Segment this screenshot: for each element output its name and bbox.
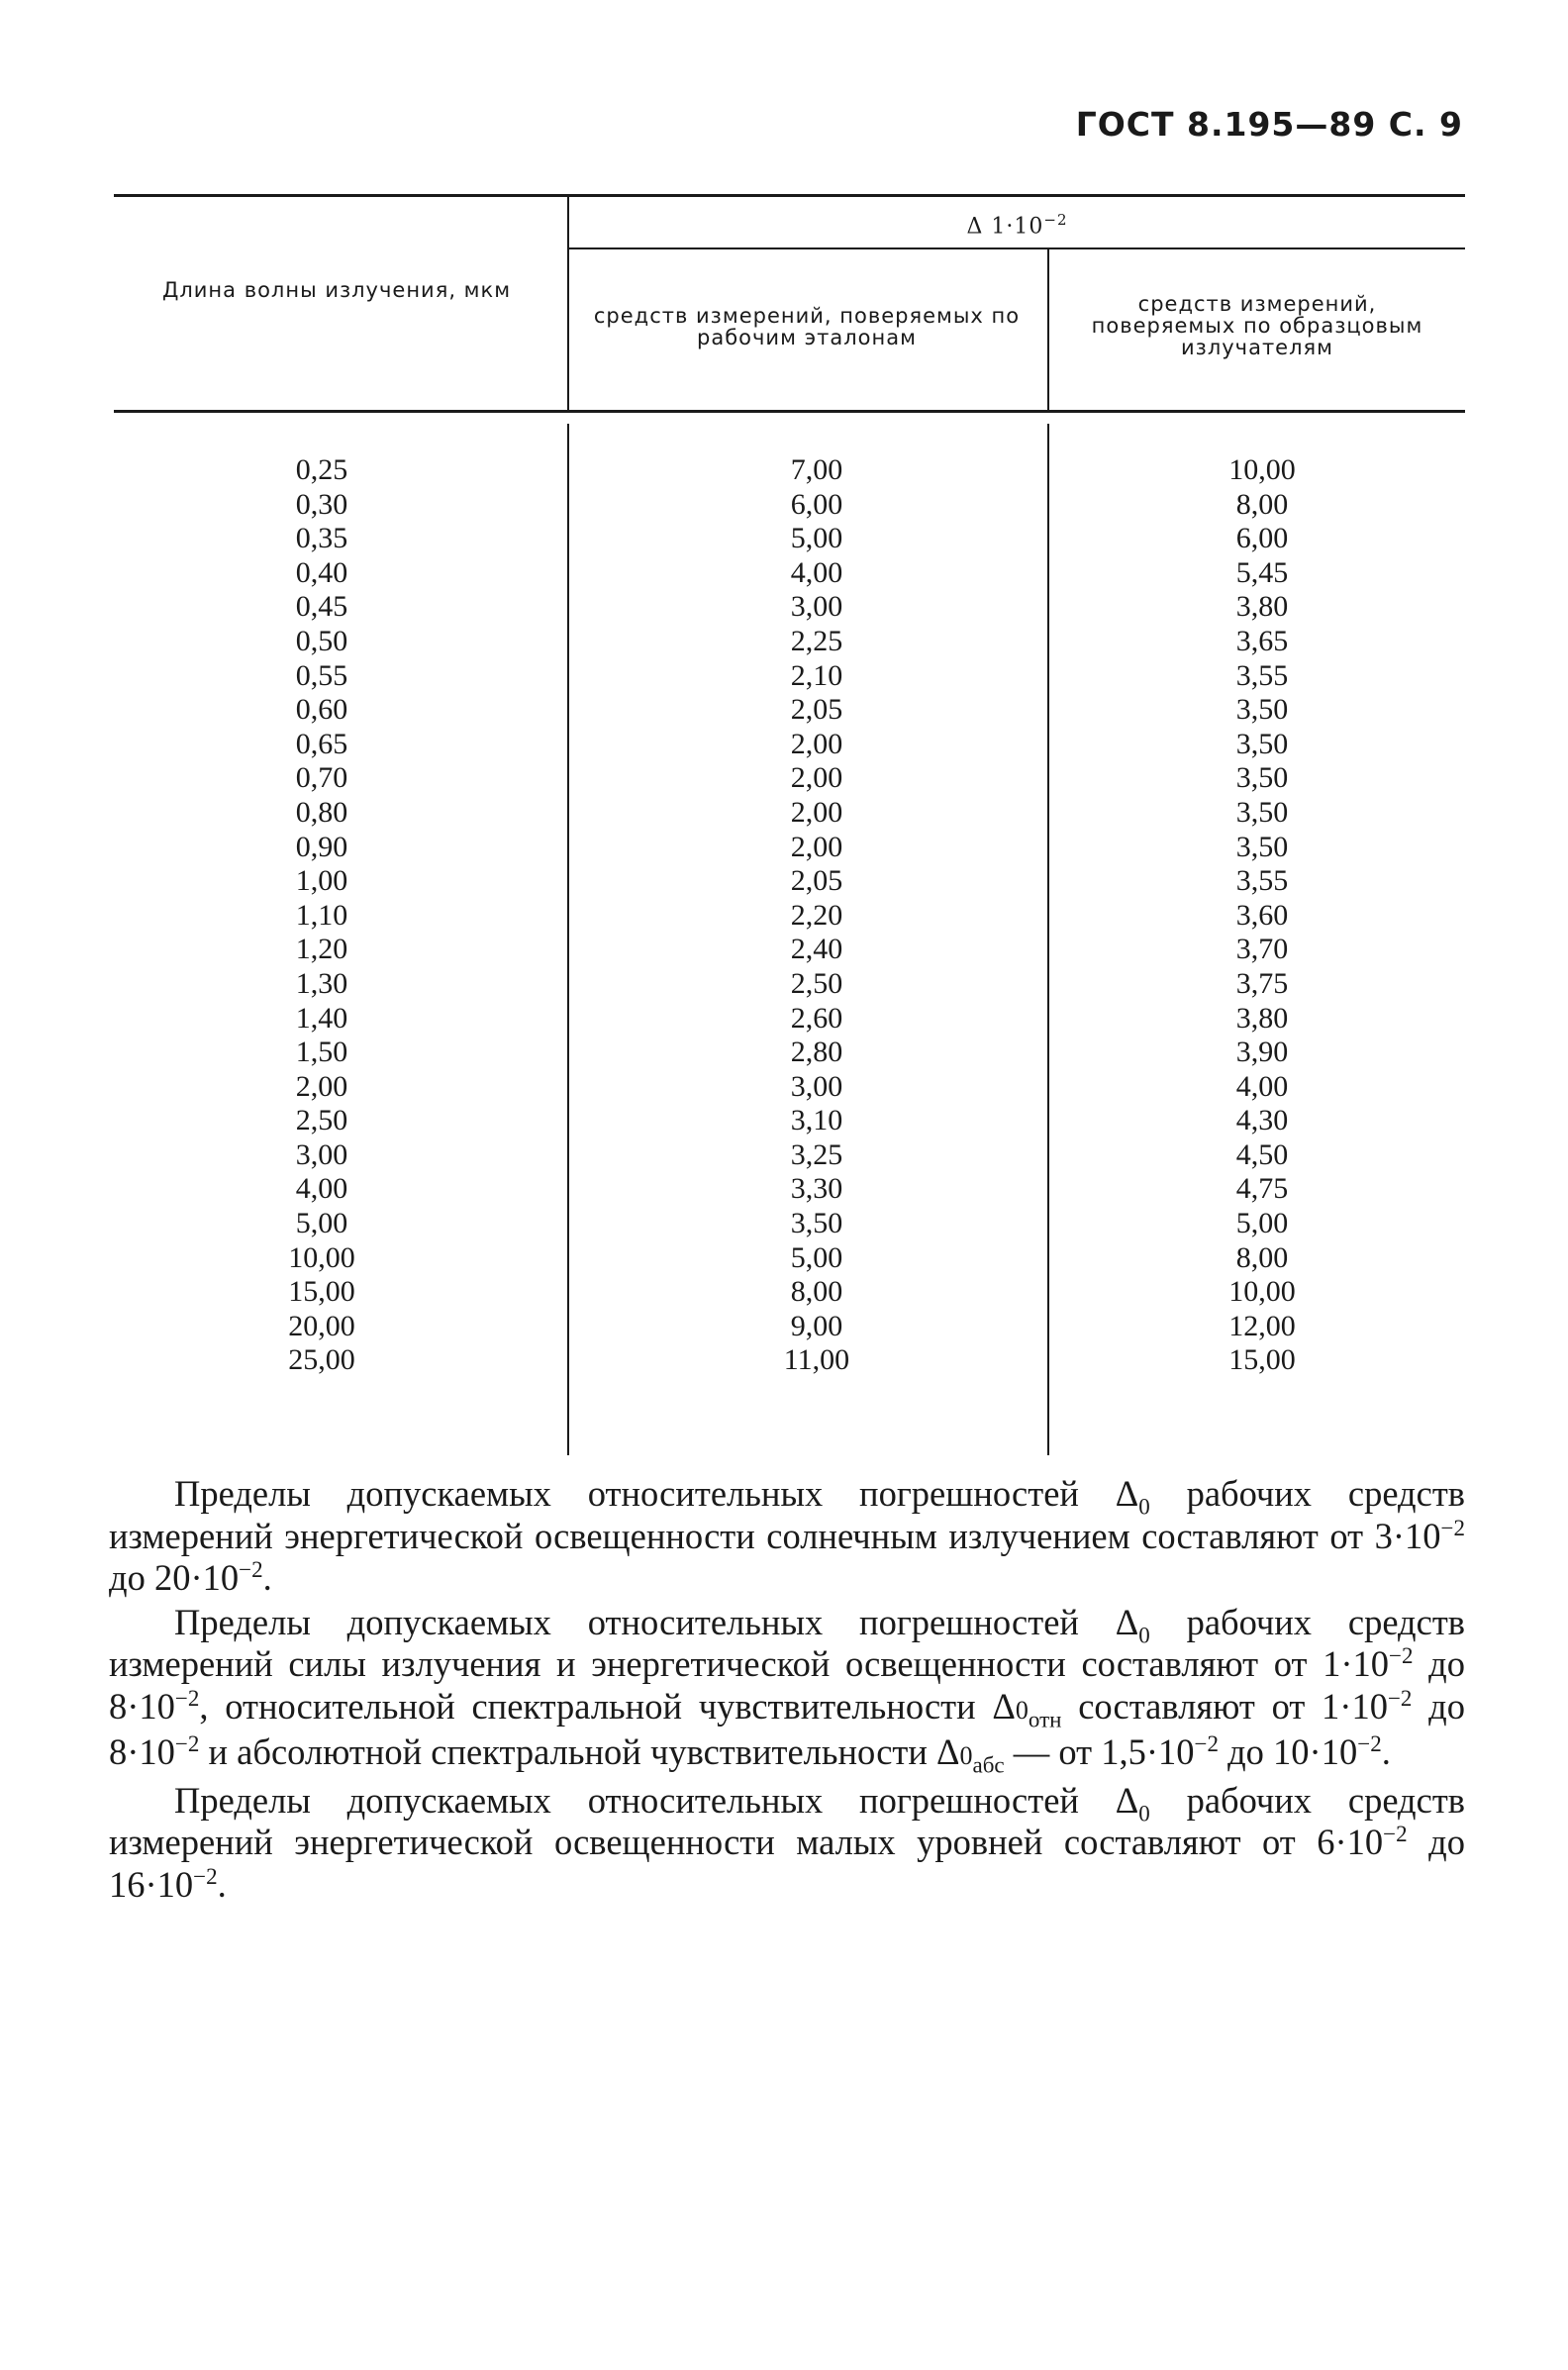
text-run: — от 1,5·10 [1004,1731,1195,1772]
reference-emitter-cell: 3,50 [1235,830,1289,863]
column-divider-2-body [1047,424,1049,1455]
wavelength-cell: 5,00 [295,1207,348,1240]
text-run: Пределы допускаемых относительных погрешностей Δ [174,1779,1139,1821]
working-standard-cell: 2,25 [790,624,843,657]
delta-exponent: −2 [1043,211,1068,229]
header-bottom-rule [114,410,1465,413]
working-standard-cell: 9,00 [790,1309,843,1342]
exponent: −2 [1357,1730,1382,1756]
working-standard-cell: 3,25 [790,1137,843,1171]
wavelength-cell: 0,55 [295,658,348,692]
reference-emitter-cell: 3,65 [1235,624,1289,657]
text-run: и абсолютной спектральной чувствительности Δ [199,1731,960,1772]
exponent: −2 [1194,1730,1219,1756]
reference-emitter-cell: 3,50 [1235,727,1289,760]
reference-emitter-cell: 3,55 [1235,658,1289,692]
reference-emitters-header: средств измерений, поверяемых по образцовым излучателям [1091,292,1423,359]
wavelength-cell: 0,50 [295,624,348,657]
text-run: рабочих средств измерений энергетической освещенности солнечным излучением составляют от 3·10 [109,1473,1466,1556]
working-standard-cell: 6,00 [790,487,843,521]
subscript: абс [972,1752,1005,1778]
working-standards-header: средств измерений, поверяемых по рабочим эталонам [593,304,1021,349]
working-standard-cell: 2,20 [790,898,843,932]
reference-emitter-cell: 15,00 [1228,1343,1296,1377]
wavelength-cell: 0,65 [295,727,348,760]
text-run: , относительной спектральной чувствительности Δ [199,1685,1016,1727]
wavelength-header: Длина волны излучения, мкм [161,278,512,302]
reference-emitter-cell: 4,50 [1235,1137,1289,1171]
reference-emitter-cell: 3,55 [1235,864,1289,898]
page-header: ГОСТ 8.195—89 С. 9 [1075,105,1463,144]
subscript: 0 [1138,1622,1150,1647]
reference-emitter-cell: 3,80 [1235,1001,1289,1035]
working-standard-cell: 2,00 [790,830,843,863]
text-run: до 10·10 [1218,1731,1358,1772]
wavelength-cell: 2,50 [295,1104,348,1137]
wavelength-cell: 0,25 [295,453,348,486]
reference-emitter-cell: 3,80 [1235,590,1289,624]
working-standard-cell: 2,00 [790,761,843,795]
working-standard-cell: 2,60 [790,1001,843,1035]
reference-emitter-cell: 4,30 [1235,1104,1289,1137]
wavelength-cell: 10,00 [288,1240,355,1274]
exponent: −2 [1383,1821,1408,1846]
working-standard-cell: 8,00 [790,1275,843,1309]
wavelength-cell: 20,00 [288,1309,355,1342]
working-standard-cell: 2,00 [790,727,843,760]
subscript: отн [1028,1706,1062,1731]
paragraph-intensity [109,1602,1465,1778]
wavelength-cell: 0,90 [295,830,348,863]
exponent: −2 [1389,1642,1414,1668]
working-standard-cell: 5,00 [790,522,843,555]
reference-emitter-cell: 8,00 [1235,487,1289,521]
wavelength-cell: 2,00 [295,1069,348,1103]
working-standard-cell: 2,05 [790,864,843,898]
wavelength-cell: 4,00 [295,1172,348,1206]
column-divider-2 [1047,249,1049,412]
wavelength-cell: 0,30 [295,487,348,521]
wavelength-cell: 1,20 [295,933,348,966]
text-run: до 8·10 [109,1685,1465,1772]
reference-emitter-cell: 3,50 [1235,761,1289,795]
wavelength-cell: 3,00 [295,1137,348,1171]
working-standard-cell: 3,00 [790,1069,843,1103]
subscript: 0 [1138,1800,1150,1826]
text-run: до 16·10 [109,1822,1465,1905]
wavelength-cell: 1,40 [295,1001,348,1035]
text-run: . [262,1557,272,1598]
wavelength-cell: 1,50 [295,1036,348,1069]
text-run: составляют от 1·10 [1061,1685,1388,1727]
reference-emitter-cell: 5,45 [1235,555,1289,589]
reference-emitter-cell: 3,60 [1235,898,1289,932]
subscript: 0 [1138,1494,1150,1520]
text-run: до 8·10 [109,1643,1466,1727]
working-standards-column [693,453,940,1378]
body-text [109,1473,1465,1908]
wavelength-cell: 0,60 [295,693,348,727]
wavelength-cell: 0,45 [295,590,348,624]
working-standard-cell: 2,80 [790,1036,843,1069]
subscript: 0 [959,1741,973,1770]
reference-emitter-cell: 10,00 [1228,453,1296,486]
column-divider-1-body [567,424,569,1455]
wavelength-column [198,453,445,1378]
wavelength-cell: 0,35 [295,522,348,555]
delta-rule [569,247,1465,249]
exponent: −2 [239,1556,263,1582]
reference-emitter-cell: 3,70 [1235,933,1289,966]
working-standard-cell: 3,30 [790,1172,843,1206]
exponent: −2 [174,1685,200,1711]
wavelength-cell: 15,00 [288,1275,355,1309]
working-standard-cell: 3,50 [790,1207,843,1240]
reference-emitter-cell: 3,50 [1235,795,1289,829]
reference-emitter-cell: 12,00 [1228,1309,1296,1342]
working-standard-cell: 2,50 [790,966,843,1000]
exponent: −2 [1440,1515,1465,1540]
reference-emitter-cell: 4,75 [1235,1172,1289,1206]
wavelength-cell: 1,30 [295,966,348,1000]
working-standard-cell: 2,00 [790,795,843,829]
text-run: Пределы допускаемых относительных погрешностей Δ [174,1473,1139,1514]
reference-emitters-column [1138,453,1386,1378]
table-top-rule [114,194,1465,197]
working-standard-cell: 4,00 [790,555,843,589]
paragraph-solar [109,1473,1465,1600]
wavelength-cell: 1,10 [295,898,348,932]
text-run: Пределы допускаемых относительных погрешностей Δ [174,1601,1139,1642]
reference-emitter-cell: 6,00 [1235,522,1289,555]
working-standard-cell: 7,00 [790,453,843,486]
wavelength-cell: 0,40 [295,555,348,589]
working-standard-cell: 2,10 [790,658,843,692]
reference-emitter-cell: 10,00 [1228,1275,1296,1309]
working-standard-cell: 5,00 [790,1240,843,1274]
working-standard-cell: 3,00 [790,590,843,624]
text-run: рабочих средств измерений энергетической освещенности малых уровней составляют от 6·10 [109,1779,1466,1862]
working-standard-cell: 3,10 [790,1104,843,1137]
working-standard-cell: 2,05 [790,693,843,727]
wavelength-cell: 1,00 [295,864,348,898]
delta-prefix: Δ 1·10 [966,214,1044,240]
reference-emitter-cell: 4,00 [1235,1069,1289,1103]
wavelength-cell: 0,80 [295,795,348,829]
delta-caption [569,208,1465,239]
working-standard-cell: 2,40 [790,933,843,966]
reference-emitter-cell: 3,50 [1235,693,1289,727]
wavelength-cell: 0,70 [295,761,348,795]
wavelength-cell: 25,00 [288,1343,355,1377]
exponent: −2 [174,1730,200,1756]
reference-emitter-cell: 8,00 [1235,1240,1289,1274]
text-run: до 20·10 [109,1557,240,1598]
subscript: 0 [1015,1695,1029,1725]
exponent: −2 [1387,1685,1413,1711]
working-standard-cell: 11,00 [783,1343,850,1377]
reference-emitter-cell: 3,75 [1235,966,1289,1000]
reference-emitter-cell: 5,00 [1235,1207,1289,1240]
exponent: −2 [193,1863,218,1889]
reference-emitter-cell: 3,90 [1235,1036,1289,1069]
paragraph-low-levels [109,1780,1465,1907]
text-run: рабочих средств измерений силы излучения и энергетической освещенности составляют от 1·10 [109,1601,1466,1684]
text-run: . [1381,1731,1391,1772]
text-run: . [217,1863,227,1905]
